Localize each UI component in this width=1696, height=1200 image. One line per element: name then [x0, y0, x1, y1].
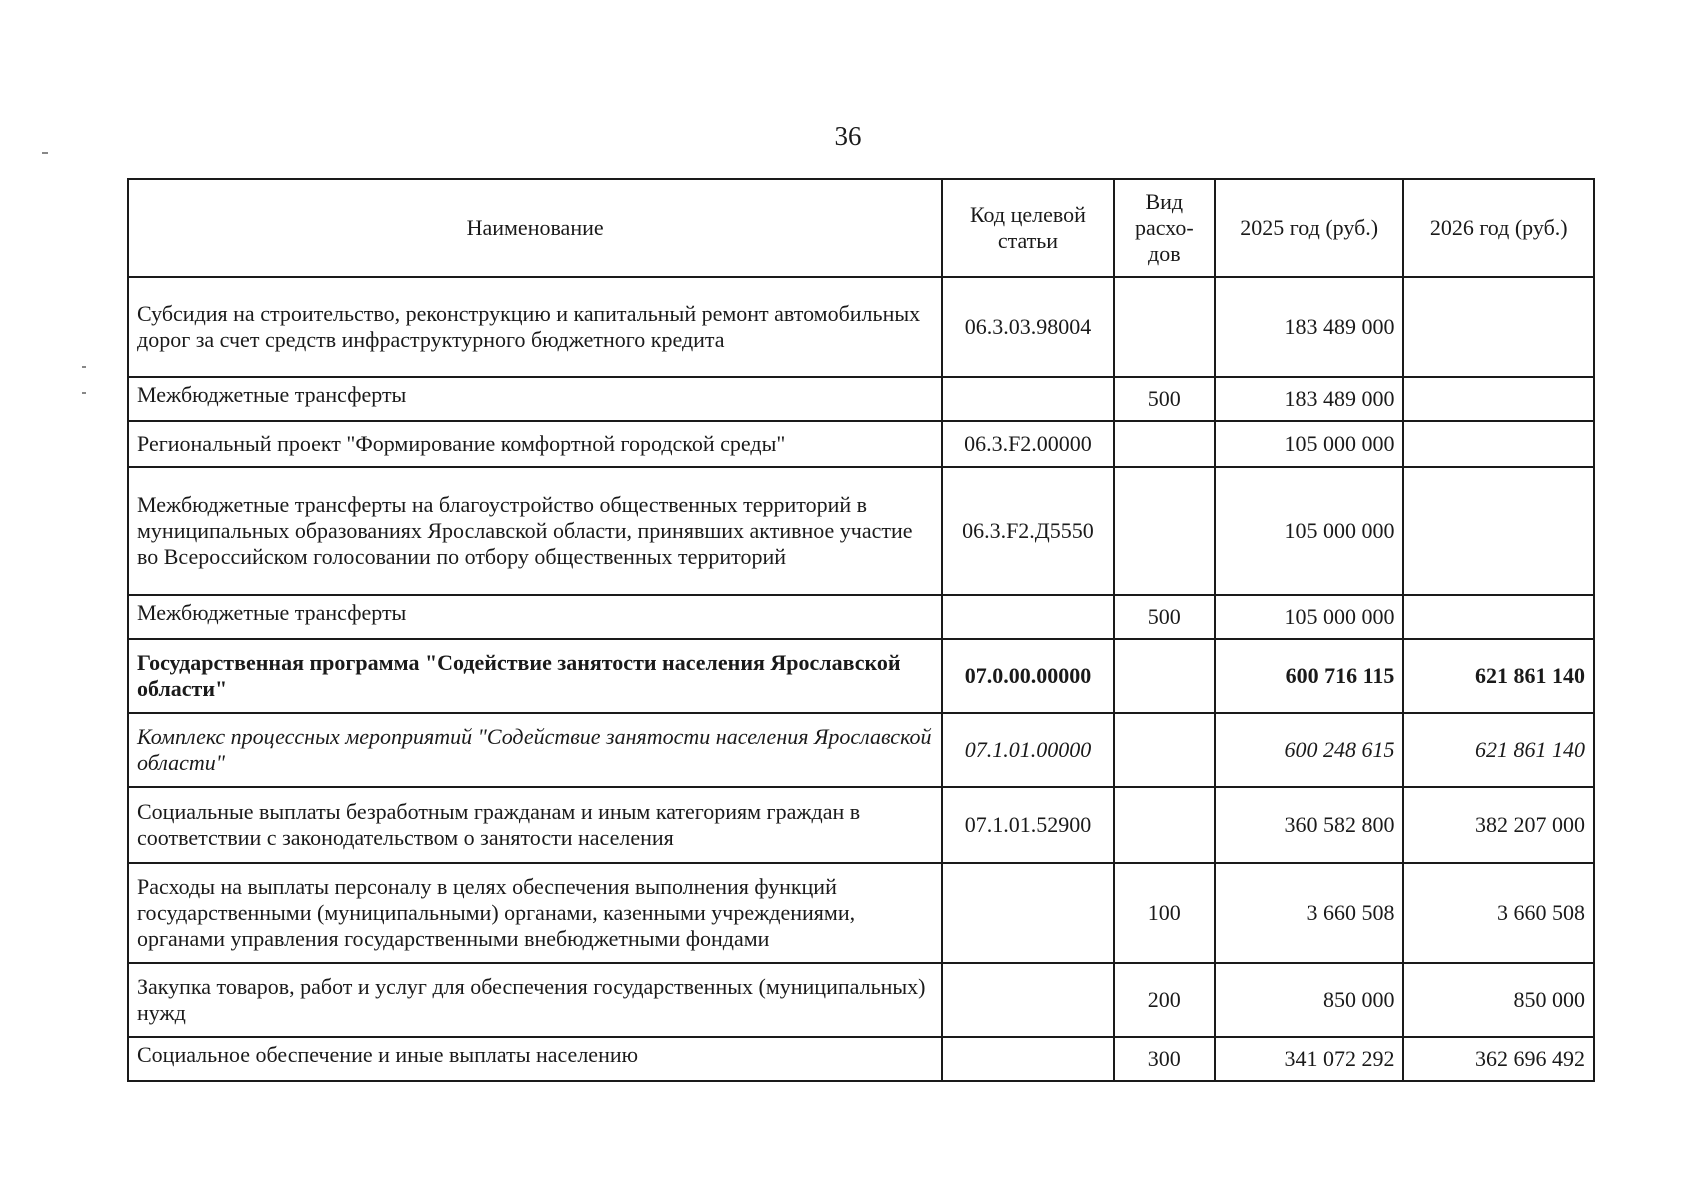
table-row	[128, 467, 1594, 595]
cell-2025: 183 489 000	[1215, 377, 1404, 421]
header-row	[128, 179, 1594, 277]
cell-name: Межбюджетные трансферты	[128, 595, 942, 639]
cell-2026	[1403, 467, 1594, 595]
table-row	[128, 277, 1594, 377]
cell-name: Социальные выплаты безработным гражданам и иным категориям граждан в соответствии с законодательством о занятости населения	[128, 787, 942, 863]
cell-code: 07.1.01.00000	[942, 713, 1113, 787]
cell-code	[942, 595, 1113, 639]
cell-type: 500	[1114, 377, 1215, 421]
cell-code: 07.0.00.00000	[942, 639, 1113, 713]
cell-name: Региональный проект "Формирование комфортной городской среды"	[128, 421, 942, 467]
cell-name: Межбюджетные трансферты на благоустройство общественных территорий в муниципальных образованиях Ярославской области, принявших активное участие во Всероссийском голосовании по отбору общественных территорий	[128, 467, 942, 595]
cell-2025: 105 000 000	[1215, 467, 1404, 595]
table-row	[128, 1037, 1594, 1081]
header-2026: 2026 год (руб.)	[1403, 179, 1594, 277]
table-row	[128, 787, 1594, 863]
cell-name: Межбюджетные трансферты	[128, 377, 942, 421]
scan-speck	[82, 392, 86, 394]
cell-code	[942, 963, 1113, 1037]
cell-name: Социальное обеспечение и иные выплаты населению	[128, 1037, 942, 1081]
header-name: Наименование	[128, 179, 942, 277]
cell-code: 06.3.F2.Д5550	[942, 467, 1113, 595]
table-row	[128, 963, 1594, 1037]
page-number: 36	[834, 121, 862, 151]
cell-2026: 3 660 508	[1403, 863, 1594, 963]
cell-type: 500	[1114, 595, 1215, 639]
cell-2025: 183 489 000	[1215, 277, 1404, 377]
scan-speck	[42, 152, 48, 154]
cell-code: 06.3.03.98004	[942, 277, 1113, 377]
cell-code: 07.1.01.52900	[942, 787, 1113, 863]
table-row	[128, 595, 1594, 639]
cell-2025: 850 000	[1215, 963, 1404, 1037]
cell-2026	[1403, 595, 1594, 639]
table-row	[128, 421, 1594, 467]
cell-code	[942, 863, 1113, 963]
cell-name: Расходы на выплаты персоналу в целях обеспечения выполнения функций государственными (муниципальными) органами, казенными учреждениями, органами управления государственными внебюджетными фондами	[128, 863, 942, 963]
cell-2026: 362 696 492	[1403, 1037, 1594, 1081]
header-type: Вид расхо-дов	[1114, 179, 1215, 277]
cell-2026	[1403, 277, 1594, 377]
cell-type	[1114, 787, 1215, 863]
cell-name: Закупка товаров, работ и услуг для обеспечения государственных (муниципальных) нужд	[128, 963, 942, 1037]
cell-type: 300	[1114, 1037, 1215, 1081]
header-code: Код целевой статьи	[942, 179, 1113, 277]
cell-type	[1114, 421, 1215, 467]
table-row	[128, 377, 1594, 421]
table-row	[128, 863, 1594, 963]
cell-code: 06.3.F2.00000	[942, 421, 1113, 467]
cell-2025: 600 248 615	[1215, 713, 1404, 787]
cell-type	[1114, 467, 1215, 595]
cell-2025: 105 000 000	[1215, 595, 1404, 639]
cell-2026	[1403, 421, 1594, 467]
table-row	[128, 639, 1594, 713]
cell-code	[942, 1037, 1113, 1081]
cell-type	[1114, 277, 1215, 377]
scan-speck	[82, 366, 86, 368]
cell-2025: 600 716 115	[1215, 639, 1404, 713]
cell-name: Субсидия на строительство, реконструкцию и капитальный ремонт автомобильных дорог за счет средств инфраструктурного бюджетного кредита	[128, 277, 942, 377]
cell-2026: 621 861 140	[1403, 713, 1594, 787]
cell-2025: 105 000 000	[1215, 421, 1404, 467]
cell-2025: 360 582 800	[1215, 787, 1404, 863]
cell-type: 200	[1114, 963, 1215, 1037]
cell-2025: 3 660 508	[1215, 863, 1404, 963]
cell-2025: 341 072 292	[1215, 1037, 1404, 1081]
budget-table	[127, 178, 1595, 1082]
table-row	[128, 713, 1594, 787]
cell-code	[942, 377, 1113, 421]
cell-type	[1114, 713, 1215, 787]
cell-type: 100	[1114, 863, 1215, 963]
header-2025: 2025 год (руб.)	[1215, 179, 1404, 277]
cell-type	[1114, 639, 1215, 713]
cell-2026	[1403, 377, 1594, 421]
cell-2026: 382 207 000	[1403, 787, 1594, 863]
cell-2026: 621 861 140	[1403, 639, 1594, 713]
cell-2026: 850 000	[1403, 963, 1594, 1037]
cell-name: Комплекс процессных мероприятий "Содействие занятости населения Ярославской области"	[128, 713, 942, 787]
cell-name: Государственная программа "Содействие занятости населения Ярославской области"	[128, 639, 942, 713]
